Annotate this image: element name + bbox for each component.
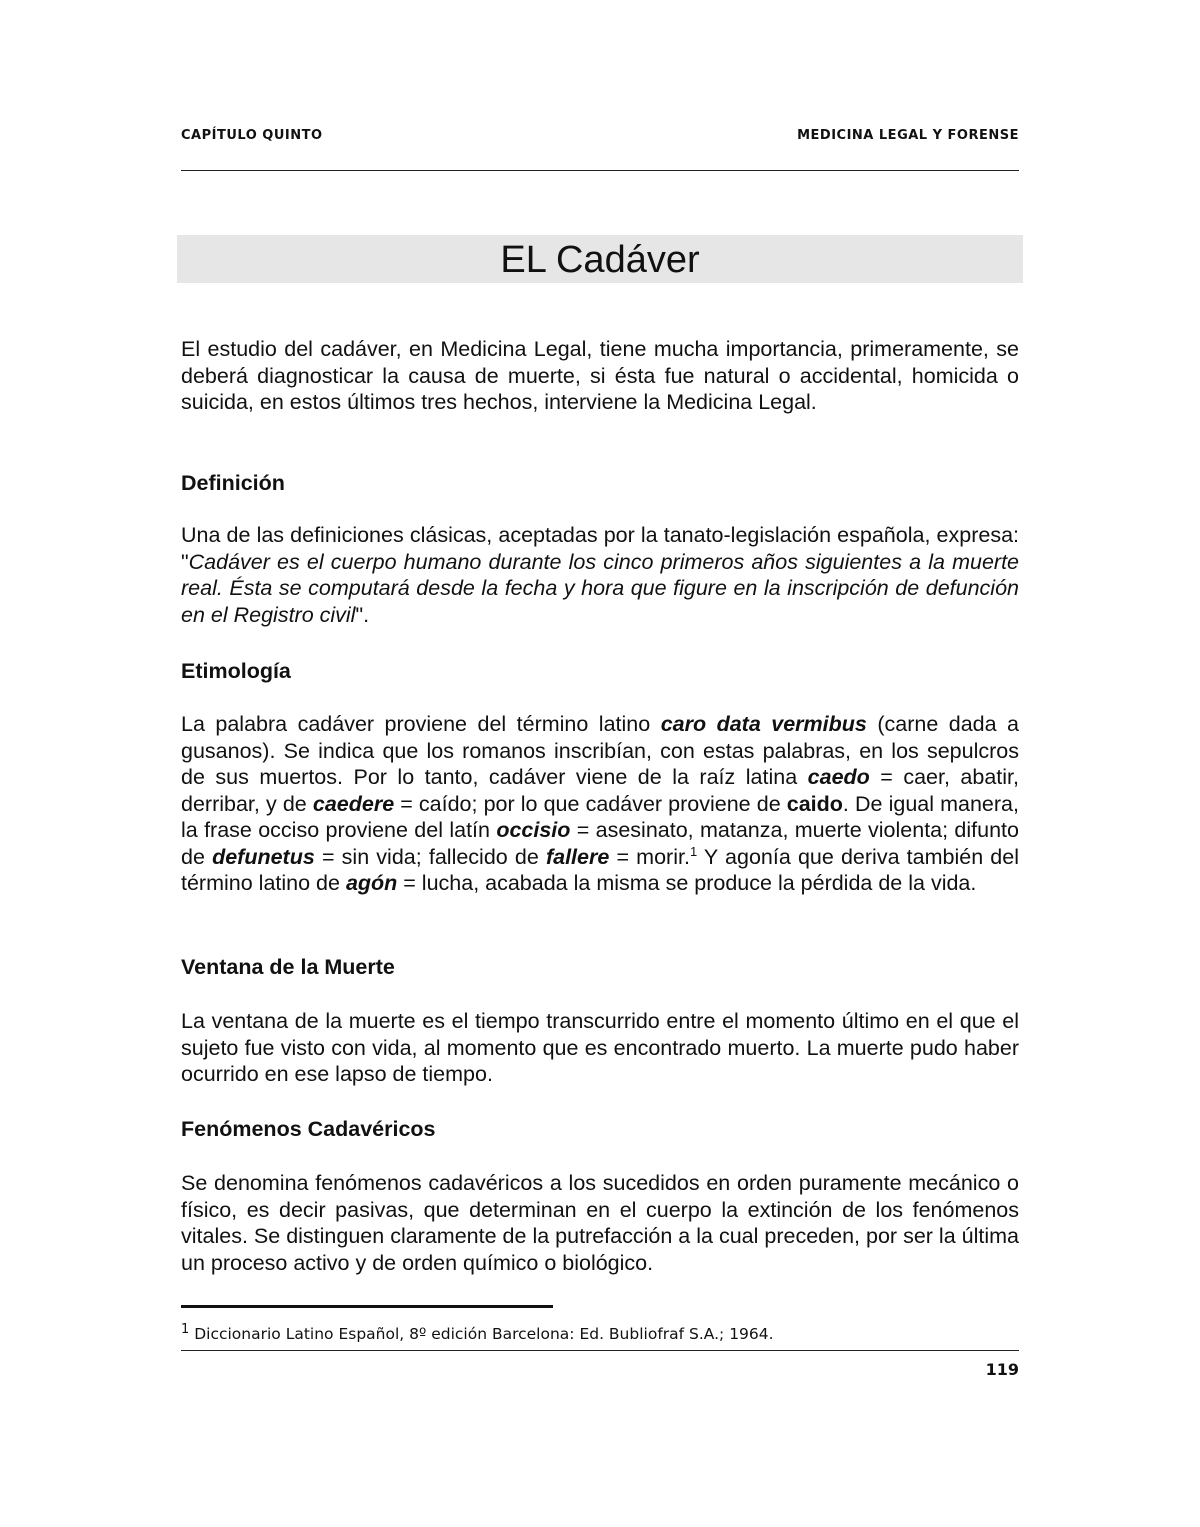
ventana-paragraph: La ventana de la muerte es el tiempo transcurrido entre el momento último en el que el sujeto fue visto con vida, al momento que es encontrado muerto. La muerte pudo haber ocurrido en ese lapso de tiempo. — [181, 1009, 1019, 1086]
etimologia-text-6: = asesinato, matanza, muerte violenta; difunto de — [181, 818, 1019, 869]
definicion-quote: Cadáver es el cuerpo humano durante los cinco primeros años siguientes a la muerte real. Ésta se computará desde la fecha y hora que figure en la inscripción de defunción en el Registro civil — [181, 549, 1019, 627]
etimologia-text-8: = morir. — [609, 844, 690, 869]
latin-term-agon: agón — [345, 871, 398, 895]
definicion-tail: ". — [355, 602, 370, 627]
latin-term-caedo: caedo — [807, 765, 870, 789]
etimologia-text-2: (carne dada a gusanos). Se indica que los romanos inscribían, con estas palabras, en los sepulcros de sus muertos. Por lo tanto, cadáver viene de la raíz latina — [181, 712, 1019, 789]
header-divider — [181, 170, 1019, 171]
ventana-heading: Ventana de la Muerte — [181, 955, 395, 979]
chapter-label: CAPÍTULO QUINTO — [181, 128, 323, 143]
footnote-mark: 1 — [181, 1321, 190, 1337]
etimologia-heading: Etimología — [181, 659, 291, 683]
etimologia-text-7: = sin vida; fallecido de — [314, 844, 546, 869]
latin-term-occisio: occisio — [496, 818, 571, 842]
latin-term-caro-data-vermibus: caro data vermibus — [660, 712, 867, 736]
fenomenos-paragraph: Se denomina fenómenos cadavéricos a los sucedidos en orden puramente mecánico o físico, es decir pasivas, que determinan en el cuerpo la extinción de los fenómenos vitales. Se distinguen claramente de la putrefacción a la cual preceden, por ser la última un proceso activo y de orden químico o biológico. — [181, 1171, 1019, 1275]
etimologia-paragraph — [181, 711, 1019, 897]
definicion-section — [181, 470, 1019, 628]
definicion-lead: Una de las definiciones clásicas, aceptadas por la tanato-legislación española, expresa: " — [181, 523, 1019, 574]
fenomenos-section — [181, 1116, 1019, 1276]
etimologia-section — [181, 658, 1019, 897]
etimologia-text-4: = caído; por lo que cadáver proviene de — [394, 791, 787, 816]
latin-term-caedere: caedere — [312, 791, 395, 816]
fenomenos-heading: Fenómenos Cadavéricos — [181, 1117, 436, 1141]
running-header — [181, 128, 1019, 152]
etimologia-text-3: = caer, abatir, derribar, y de — [181, 765, 1020, 816]
definicion-heading: Definición — [181, 471, 285, 495]
definicion-paragraph — [181, 522, 1019, 628]
footer-divider — [181, 1350, 1019, 1351]
latin-term-defunetus: defunetus — [212, 844, 315, 869]
etimologia-text-9: Y agonía que deriva también del término latino de — [181, 844, 1020, 895]
ventana-section — [181, 954, 1019, 1088]
title-band — [177, 235, 1023, 283]
latin-term-fallere: fallere — [545, 844, 610, 869]
page-number: 119 — [985, 1360, 1019, 1379]
intro-section — [181, 336, 1019, 416]
etimologia-text-5: . De igual manera, la frase occiso proviene del latín — [181, 791, 1019, 842]
latin-term-caido: caido — [786, 791, 843, 816]
footnote-text: Diccionario Latino Español, 8º edición Barcelona: Ed. Bubliofraf S.A.; 1964. — [189, 1325, 774, 1343]
etimologia-text-1: La palabra cadáver proviene del término latino — [181, 712, 661, 736]
book-title-label: MEDICINA LEGAL Y FORENSE — [797, 128, 1019, 143]
footnote-reference[interactable]: 1 — [689, 843, 698, 859]
page-title: EL Cadáver — [500, 239, 700, 281]
etimologia-text-10: = lucha, acabada la misma se produce la pérdida de la vida. — [397, 871, 977, 895]
intro-paragraph: El estudio del cadáver, en Medicina Legal, tiene mucha importancia, primeramente, se deberá diagnosticar la causa de muerte, si ésta fue natural o accidental, homicida o suicida, en estos últimos tres hechos, interviene la Medicina Legal. — [181, 337, 1019, 414]
footnote-separator — [181, 1305, 553, 1308]
footnote — [181, 1321, 1019, 1344]
